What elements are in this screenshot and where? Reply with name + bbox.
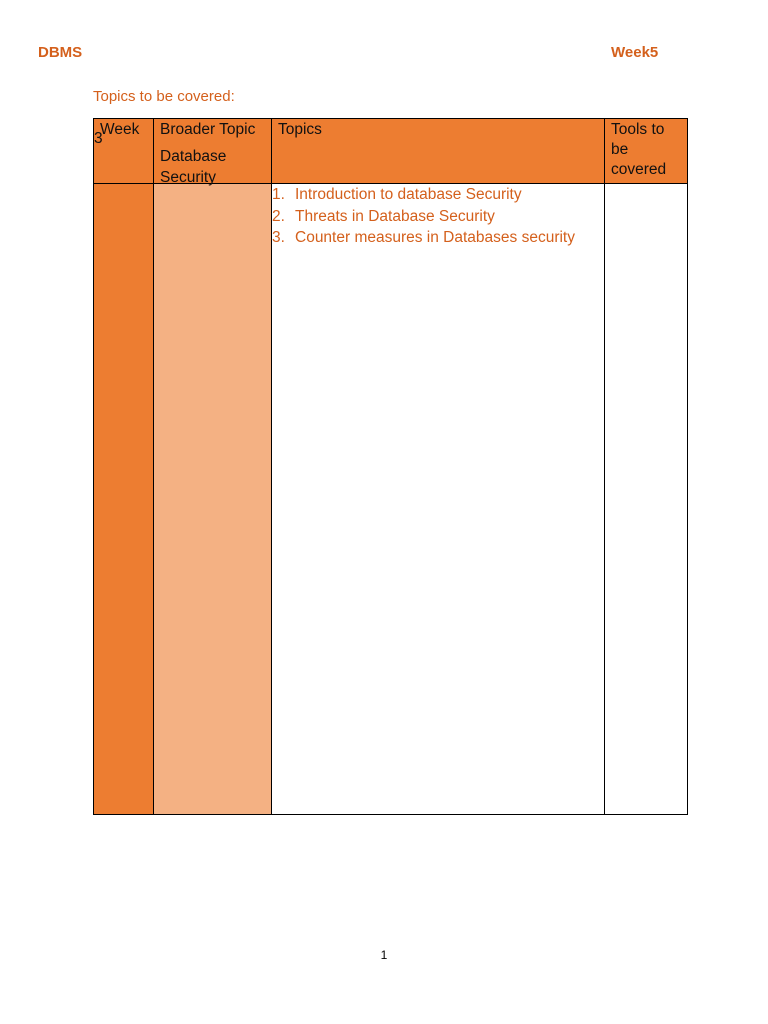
list-item	[272, 227, 604, 249]
column-header-week: Week	[94, 119, 154, 184]
header-left-title: DBMS	[38, 44, 83, 61]
week-cell	[94, 130, 154, 815]
broader-topic-cell	[154, 148, 272, 815]
page-number: 1	[380, 948, 388, 962]
table-row	[94, 184, 688, 815]
list-item-text: Threats in Database Security	[295, 207, 495, 225]
header-right-week: Week5	[611, 44, 659, 61]
week-number: 3	[94, 130, 103, 147]
list-item-number: 3.	[272, 229, 285, 246]
column-header-broader-topic: Broader Topic	[154, 119, 272, 184]
column-header-tools: Tools to be covered	[605, 119, 688, 184]
list-item-text: Counter measures in Databases security	[295, 229, 575, 246]
list-item-text: Introduction to database Security	[295, 186, 522, 203]
topics-table	[93, 118, 688, 815]
topics-cell	[272, 184, 605, 815]
column-header-topics: Topics	[272, 119, 605, 184]
broader-topic-text: Database Security	[160, 148, 227, 186]
topic-list	[272, 184, 604, 249]
list-item	[272, 206, 604, 228]
list-item	[272, 184, 604, 206]
section-intro: Topics to be covered:	[93, 88, 235, 105]
list-item-number: 1.	[272, 186, 285, 203]
list-item-number: 2.	[272, 207, 285, 225]
tools-cell	[605, 184, 688, 815]
